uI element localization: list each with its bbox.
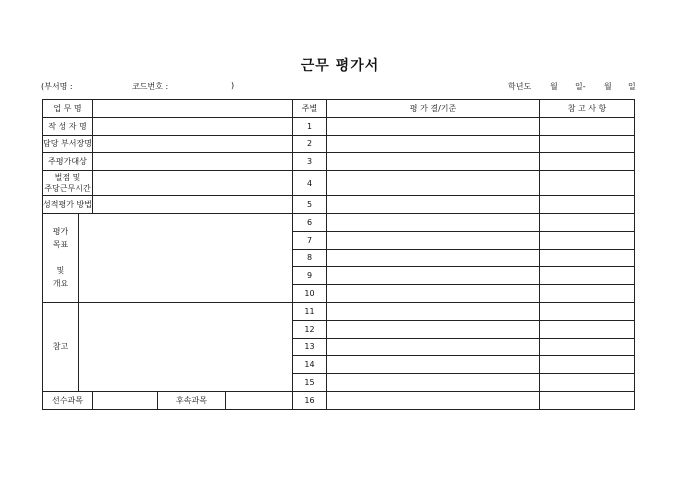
goal-label-line-4: 및 [56,266,65,276]
evaluation-table [42,99,635,410]
eval-cell[interactable] [327,391,540,409]
eval-cell[interactable] [327,302,540,320]
writer-field[interactable] [93,117,293,135]
eval-cell[interactable] [327,171,540,196]
eval-cell[interactable] [327,285,540,303]
table-row [43,196,635,214]
method-field[interactable] [93,196,293,214]
eval-cell[interactable] [327,267,540,285]
week-number: 3 [293,153,327,171]
followup-field[interactable] [226,391,293,409]
day-label-2: 일 [628,82,636,91]
week-number: 15 [293,374,327,392]
note-cell[interactable] [540,135,635,153]
goal-label-line-1: 평가 [52,227,69,237]
duty-label [43,171,93,196]
week-number: 12 [293,320,327,338]
table-row [43,117,635,135]
note-cell[interactable] [540,196,635,214]
dept-label: (부서명 : [41,82,73,91]
note-cell[interactable] [540,171,635,196]
header-note: 참 고 사 항 [540,100,635,118]
note-cell[interactable] [540,153,635,171]
eval-cell[interactable] [327,338,540,356]
eval-cell[interactable] [327,231,540,249]
header-week: 주별 [293,100,327,118]
prereq-field[interactable] [93,391,158,409]
duty-label-line-1: 벌점 및 [54,173,81,183]
eval-cell[interactable] [327,213,540,231]
header-paren: ) [231,81,235,90]
goal-label-line-3 [43,251,78,264]
document-title: 근무 평가서 [300,58,380,74]
prereq-label: 선수과목 [43,391,93,409]
week-number: 2 [293,135,327,153]
table-row [43,302,635,320]
week-number: 10 [293,285,327,303]
note-cell[interactable] [540,249,635,267]
followup-label: 후속과목 [158,391,226,409]
table-row [43,135,635,153]
header-task: 업 무 명 [43,100,93,118]
note-cell[interactable] [540,374,635,392]
note-cell[interactable] [540,117,635,135]
goal-label [43,213,79,302]
table-row [43,171,635,196]
week-number: 4 [293,171,327,196]
task-name-field[interactable] [93,100,293,118]
note-cell[interactable] [540,302,635,320]
week-number: 8 [293,249,327,267]
method-label: 성적평가 방법 [43,196,93,214]
week-number: 11 [293,302,327,320]
eval-cell[interactable] [327,374,540,392]
week-number: 13 [293,338,327,356]
note-cell[interactable] [540,338,635,356]
duty-label-line-2: 주당근무시간 [44,184,91,194]
week-number: 7 [293,231,327,249]
table-row [43,153,635,171]
week-number: 6 [293,213,327,231]
note-cell[interactable] [540,391,635,409]
writer-label: 작 성 자 명 [43,117,93,135]
target-label: 주평가대상 [43,153,93,171]
table-row [43,213,635,231]
week-number: 5 [293,196,327,214]
code-label: 코드번호 : [132,82,169,91]
note-cell[interactable] [540,231,635,249]
week-number: 14 [293,356,327,374]
eval-cell[interactable] [327,196,540,214]
table-header-row [43,100,635,118]
month-label-2: 월 [604,82,612,91]
target-field[interactable] [93,153,293,171]
goal-label-line-5: 개요 [52,279,69,289]
week-number: 1 [293,117,327,135]
year-label: 학년도 [508,82,532,91]
ref-field[interactable] [79,302,293,391]
day-label-1: 일- [575,82,586,91]
note-cell[interactable] [540,285,635,303]
goal-field[interactable] [79,213,293,302]
eval-cell[interactable] [327,320,540,338]
dept-head-label: 담당 부서장명 [43,135,93,153]
note-cell[interactable] [540,267,635,285]
ref-label: 참고 [43,302,79,391]
month-label-1: 월 [550,82,558,91]
dept-head-field[interactable] [93,135,293,153]
eval-cell[interactable] [327,135,540,153]
duty-field[interactable] [93,171,293,196]
week-number: 9 [293,267,327,285]
eval-cell[interactable] [327,249,540,267]
table-row [43,391,635,409]
note-cell[interactable] [540,320,635,338]
eval-cell[interactable] [327,117,540,135]
note-cell[interactable] [540,213,635,231]
note-cell[interactable] [540,356,635,374]
eval-cell[interactable] [327,153,540,171]
goal-label-line-2: 목표 [52,240,69,250]
eval-cell[interactable] [327,356,540,374]
header-eval: 평 가 결/기준 [327,100,540,118]
week-number: 16 [293,391,327,409]
